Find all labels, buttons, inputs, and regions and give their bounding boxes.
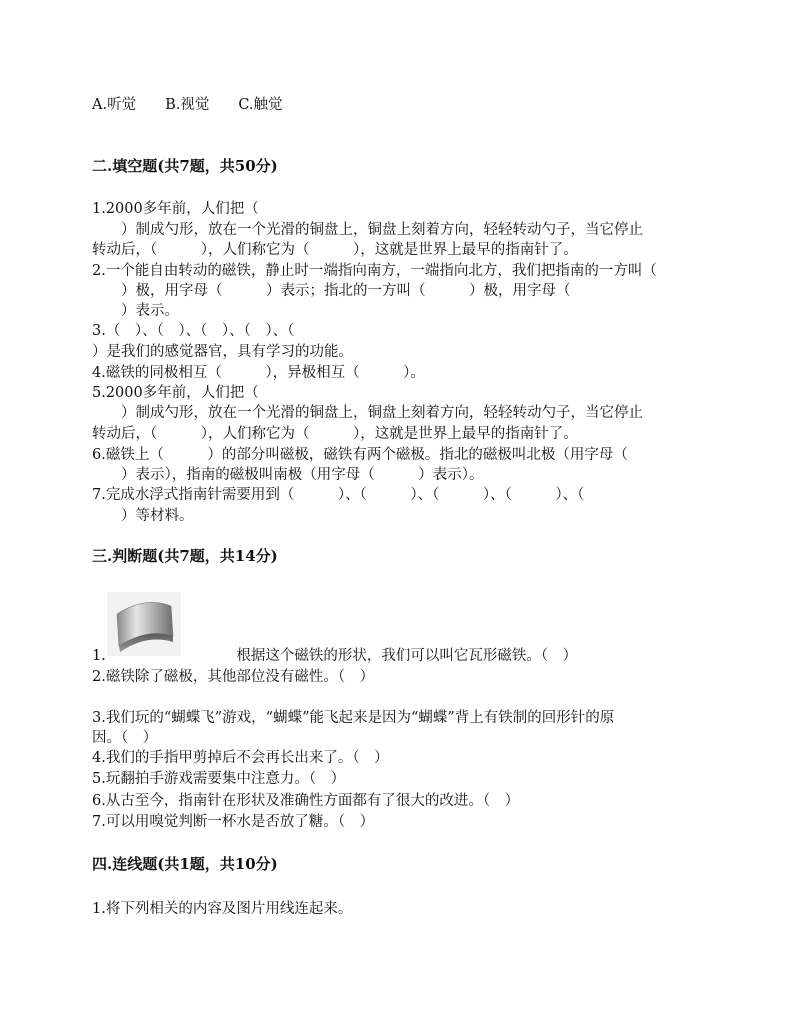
question-line: ）表示。 [92, 303, 179, 319]
question-line: 7.完成水浮式指南针需要用到（ ）、（ ）、（ ）、（ ）、（ [92, 487, 585, 503]
question-line: ）是我们的感觉器官，具有学习的功能。 [92, 344, 353, 360]
question-line: ）等材料。 [92, 508, 194, 524]
question-line: 1.将下列相关的内容及图片用线连起来。 [92, 901, 353, 917]
question-line: 2.一个能自由转动的磁铁，静止时一端指向南方，一端指向北方，我们把指南的一方叫（ [92, 263, 657, 279]
question-line: 3.我们玩的“蝴蝶飞”游戏，“蝴蝶”能飞起来是因为“蝴蝶”背上有铁制的回形针的原 [92, 710, 615, 726]
question-line: ）极，用字母（ ）表示；指北的一方叫（ ）极，用字母（ [92, 283, 571, 299]
section-header-true-false: 三.判断题(共7题，共14分) [92, 547, 278, 565]
section-header-fill-blank: 二.填空题(共7题，共50分) [92, 157, 278, 175]
section-header-matching: 四.连线题(共1题，共10分) [92, 855, 278, 873]
question-line: 3.（ ）、（ ）、（ ）、（ ）、（ [92, 323, 295, 339]
answer-options: A.听觉 B.视觉 C.触觉 [92, 97, 283, 113]
question-line: 4.我们的手指甲剪掉后不会再长出来了。（ ） [92, 750, 389, 766]
question-line: ）制成勺形，放在一个光滑的铜盘上，铜盘上刻着方向，轻轻转动勺子，当它停止 [92, 222, 643, 238]
question-line: 因。（ ） [92, 730, 158, 746]
question-line: 1.2000多年前，人们把（ [92, 201, 259, 217]
question-line: 7.可以用嗅觉判断一杯水是否放了糖。（ ） [92, 814, 375, 830]
question-line: ）表示），指南的磁极叫南极（用字母（ ）表示）。 [92, 467, 484, 483]
question-line: 6.从古至今，指南针在形状及准确性方面都有了很大的改进。（ ） [92, 793, 520, 809]
question-line: 5.2000多年前，人们把（ [92, 385, 259, 401]
question-line: 1. 根据这个磁铁的形状，我们可以叫它瓦形磁铁。（ ） [92, 648, 578, 664]
question-line: 5.玩翻拍手游戏需要集中注意力。（ ） [92, 771, 346, 787]
question-line: ）制成勺形，放在一个光滑的铜盘上，铜盘上刻着方向，轻轻转动勺子，当它停止 [92, 405, 643, 421]
question-line: 转动后，（ ），人们称它为（ ），这就是世界上最早的指南针了。 [92, 242, 578, 258]
question-line: 2.磁铁除了磁极，其他部位没有磁性。（ ） [92, 669, 375, 685]
question-line: 4.磁铁的同极相互（ ），异极相互（ ）。 [92, 365, 425, 381]
question-line: 6.磁铁上（ ）的部分叫磁极，磁铁有两个磁极。指北的磁极叫北极（用字母（ [92, 447, 628, 463]
question-line: 转动后，（ ），人们称它为（ ），这就是世界上最早的指南针了。 [92, 426, 578, 442]
